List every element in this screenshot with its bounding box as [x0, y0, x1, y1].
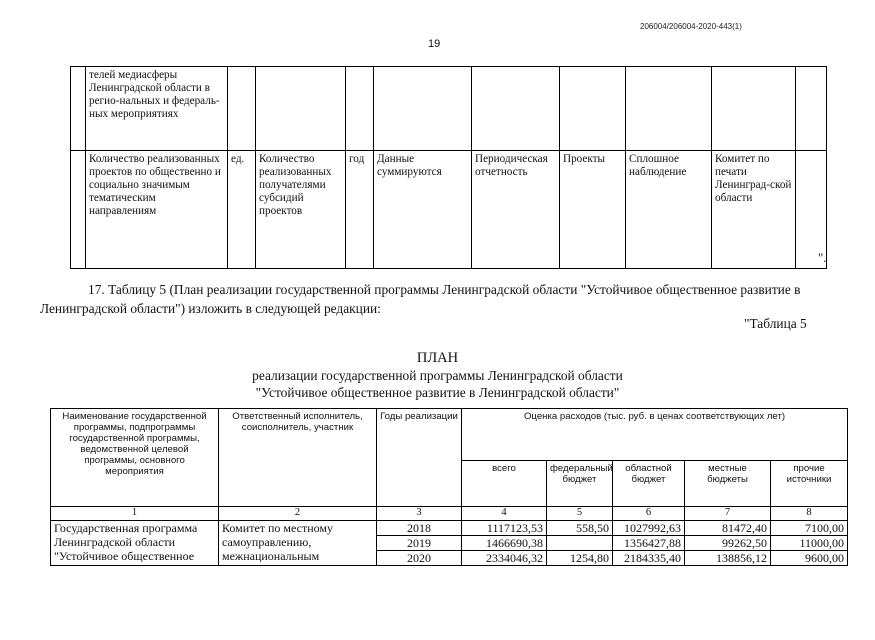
indicator-cell: Количество реализованных проектов по общественно и социально значимым тематическим направлениям [86, 151, 228, 269]
program-name-line: "Устойчивое общественное [54, 549, 195, 563]
regional-cell: 1356427,88 [613, 536, 685, 551]
program-name-cell [51, 521, 219, 566]
page-number: 19 [428, 38, 441, 50]
federal-cell: 558,50 [547, 521, 613, 536]
period-cell: год [346, 151, 374, 269]
header-federal: федеральный бюджет [547, 461, 613, 507]
paragraph-text: 17. Таблицу 5 (План реализации государственной программы Ленинградской области "Устойчивое общественное развитие в Ленинградской области") изложить в следующей редакции: [40, 282, 801, 316]
table-row [71, 151, 827, 269]
header-name: Наименование государственной программы, подпрограммы государственной программы, ведомственной целевой программы, основного мероприятия [51, 409, 219, 507]
header-years: Годы реализации [377, 409, 462, 507]
federal-cell: 1254,80 [547, 551, 613, 566]
federal-cell [547, 536, 613, 551]
amendment-paragraph [40, 280, 820, 318]
year-cell: 2020 [377, 551, 462, 566]
local-cell: 81472,40 [685, 521, 771, 536]
base-cell: Проекты [560, 151, 626, 269]
local-cell: 138856,12 [685, 551, 771, 566]
column-numbers-row [51, 507, 848, 521]
program-name-line: Государственная программа [54, 521, 198, 535]
table-header-row [51, 409, 848, 461]
plan-subtitle: реализации государственной программы Ленинградской области [252, 368, 623, 383]
header-other: прочие источники [771, 461, 848, 507]
total-cell: 1117123,53 [462, 521, 547, 536]
definition-cell: Количество реализованных получателями субсидий проектов [256, 151, 346, 269]
executor-line: самоуправлению, [222, 535, 312, 549]
header-costs: Оценка расходов (тыс. руб. в ценах соответствующих лет) [462, 409, 848, 461]
local-cell: 99262,50 [685, 536, 771, 551]
program-name-line: Ленинградской области [54, 535, 176, 549]
header-executor: Ответственный исполнитель, соисполнитель, участник [219, 409, 377, 507]
document-id: 206004/206004-2020-443(1) [640, 22, 742, 31]
column-number: 6 [613, 507, 685, 521]
year-cell: 2018 [377, 521, 462, 536]
closing-quote: ". [818, 250, 827, 265]
method-cell: Данные суммируются [374, 151, 472, 269]
header-regional: областной бюджет [613, 461, 685, 507]
other-cell: 7100,00 [771, 521, 848, 536]
plan-table [50, 408, 848, 566]
collection-cell: Сплошное наблюдение [626, 151, 712, 269]
column-number: 4 [462, 507, 547, 521]
column-number: 1 [51, 507, 219, 521]
plan-subtitle-program: "Устойчивое общественное развитие в Ленинградской области" [255, 385, 620, 400]
other-cell: 11000,00 [771, 536, 848, 551]
indicator-cell: телей медиасферы Ленинградской области в регио-нальных и федераль-ных мероприятиях [86, 67, 228, 151]
regional-cell: 2184335,40 [613, 551, 685, 566]
other-cell: 9600,00 [771, 551, 848, 566]
plan-title: ПЛАН [416, 350, 459, 366]
column-number: 5 [547, 507, 613, 521]
year-cell: 2019 [377, 536, 462, 551]
header-total: всего [462, 461, 547, 507]
column-number: 3 [377, 507, 462, 521]
total-cell: 2334046,32 [462, 551, 547, 566]
regional-cell: 1027992,63 [613, 521, 685, 536]
executor-cell [219, 521, 377, 566]
unit-cell: ед. [228, 151, 256, 269]
column-number: 7 [685, 507, 771, 521]
table-row [71, 67, 827, 151]
column-number: 8 [771, 507, 848, 521]
table-row [51, 521, 848, 536]
executor-line: межнациональным [222, 549, 320, 563]
column-number: 2 [219, 507, 377, 521]
table-label: "Таблица 5 [744, 316, 807, 331]
source-cell: Периодическая отчетность [472, 151, 560, 269]
executor-line: Комитет по местному [222, 521, 334, 535]
total-cell: 1466690,38 [462, 536, 547, 551]
header-local: местные бюджеты [685, 461, 771, 507]
responsible-cell: Комитет по печати Ленинград-ской области [712, 151, 796, 269]
indicators-table [70, 66, 827, 269]
